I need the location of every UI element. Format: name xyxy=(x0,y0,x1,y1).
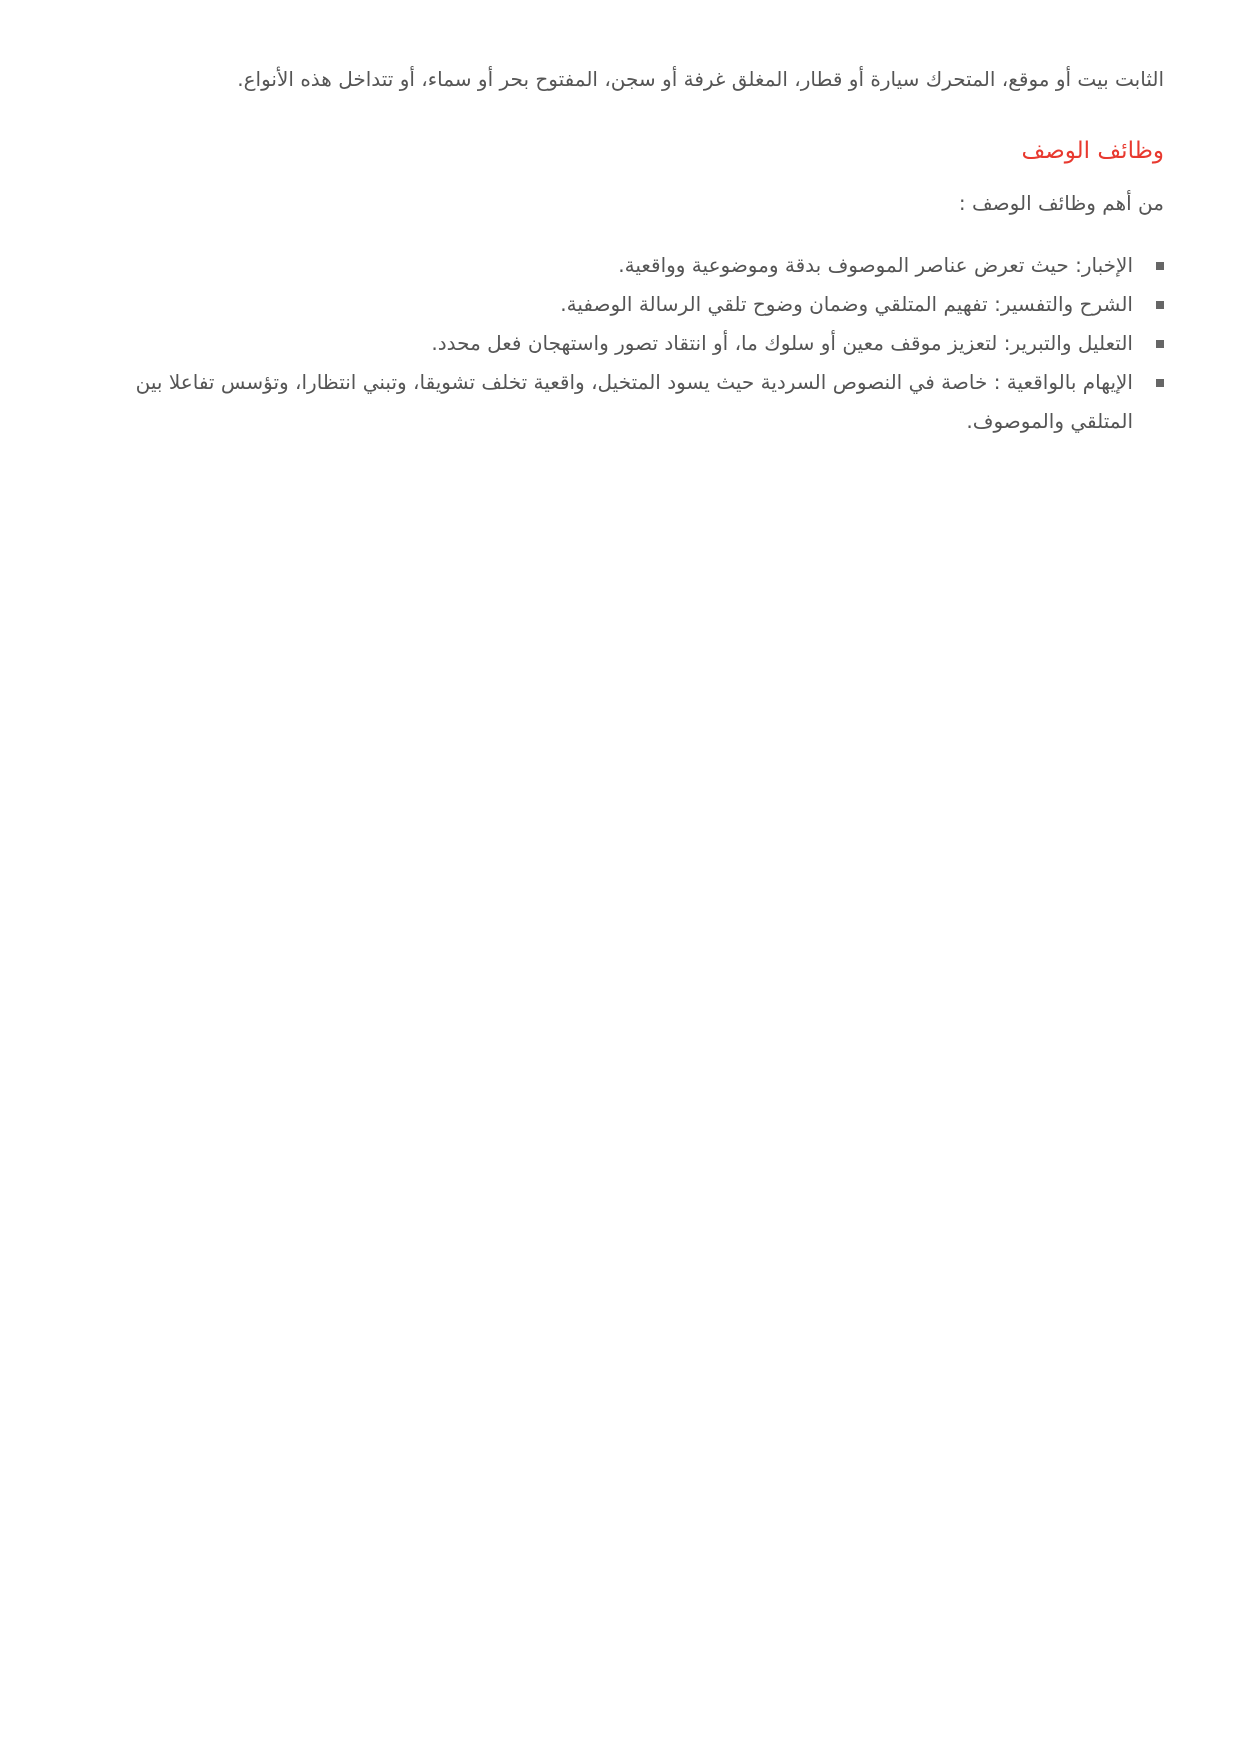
list-item-text: الإخبار: حيث تعرض عناصر الموصوف بدقة وموضوعية وواقعية. xyxy=(618,253,1133,277)
intro-paragraph: الثابت بيت أو موقع، المتحرك سيارة أو قطار، المغلق غرفة أو سجن، المفتوح بحر أو سماء، أو تتداخل هذه الأنواع. xyxy=(237,67,1164,91)
list-item xyxy=(94,246,1164,285)
square-bullet-icon xyxy=(1156,301,1164,309)
section-heading: وظائف الوصف xyxy=(1021,138,1164,164)
list-item xyxy=(94,285,1164,324)
list-item xyxy=(94,363,1164,441)
section-lead-text: من أهم وظائف الوصف : xyxy=(958,191,1164,215)
functions-list xyxy=(94,246,1164,441)
square-bullet-icon xyxy=(1156,379,1164,387)
list-item-text: الشرح والتفسير: تفهيم المتلقي وضمان وضوح تلقي الرسالة الوصفية. xyxy=(560,292,1133,316)
list-item-text: التعليل والتبرير: لتعزيز موقف معين أو سلوك ما، أو انتقاد تصور واستهجان فعل محدد. xyxy=(431,331,1133,355)
page-content xyxy=(94,60,1164,441)
square-bullet-icon xyxy=(1156,262,1164,270)
square-bullet-icon xyxy=(1156,340,1164,348)
list-item-text: الإيهام بالواقعية : خاصة في النصوص السردية حيث يسود المتخيل، واقعية تخلف تشويقا، وتبني انتظارا، وتؤسس تفاعلا بين المتلقي والموصوف. xyxy=(135,370,1133,433)
list-item xyxy=(94,324,1164,363)
